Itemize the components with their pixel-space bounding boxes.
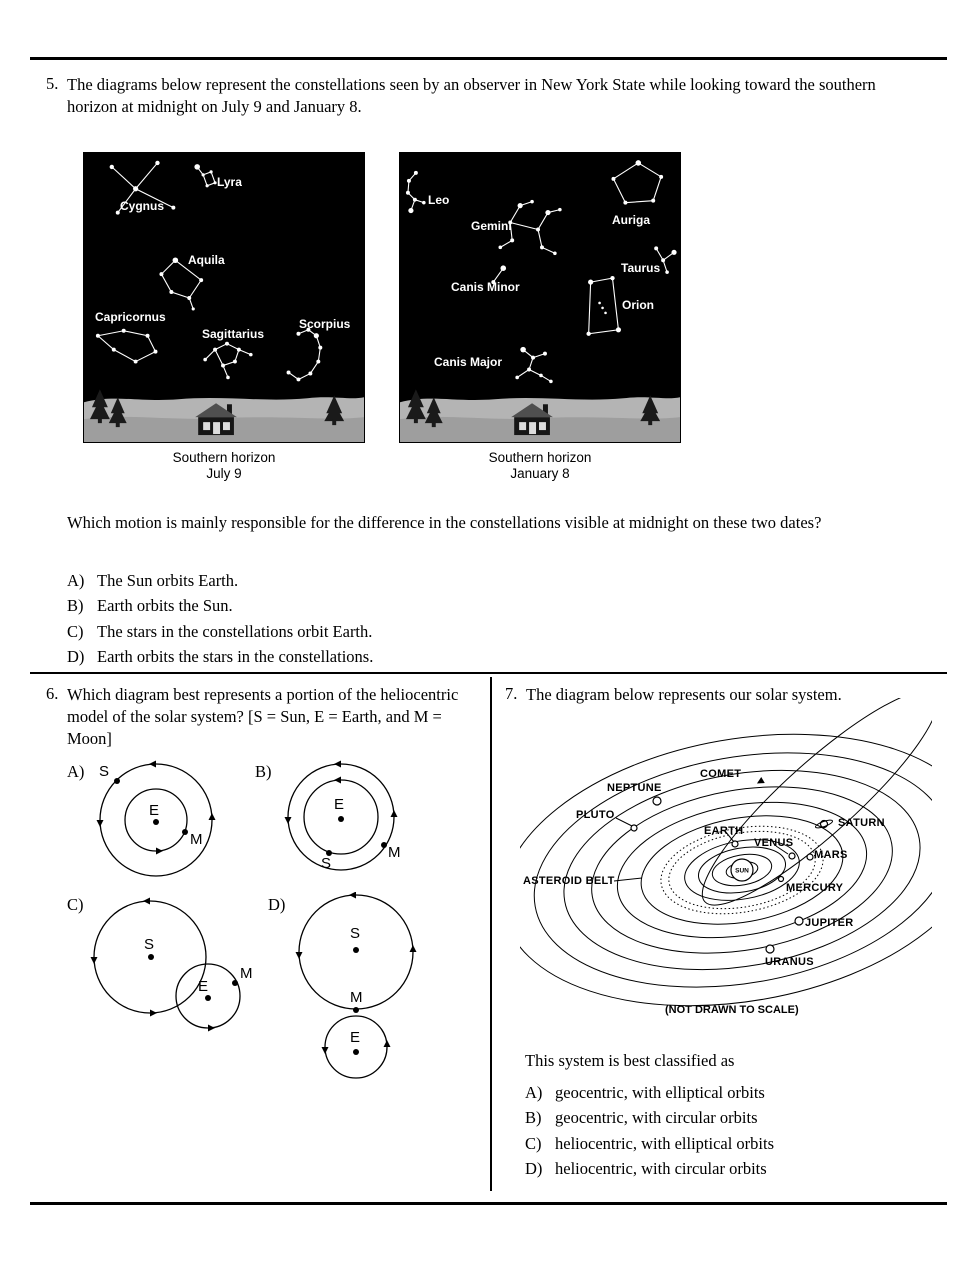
diagram-d-figure (290, 892, 424, 1084)
choice-letter: D) (67, 647, 85, 667)
constellation-panels (83, 152, 681, 482)
label-uranus: URANUS (765, 956, 814, 968)
choice-text: geocentric, with elliptical orbits (555, 1083, 765, 1102)
choice-letter: B) (525, 1108, 542, 1128)
choice-b (67, 595, 567, 617)
choice-letter: B) (67, 596, 84, 616)
question-5-number: 5. (46, 74, 59, 93)
question-5-stem: Which motion is mainly responsible for the difference in the constellations visible at midnight on these two dates? (67, 513, 822, 532)
constellation-label: Auriga (612, 213, 651, 227)
label-mars: MARS (814, 849, 848, 861)
constellation-label: Gemini (471, 219, 512, 233)
choice-d (67, 646, 567, 668)
constellation-label: Cygnus (120, 199, 165, 213)
sun-label: S (321, 855, 332, 872)
choice-letter: A) (67, 571, 85, 590)
constellation-label: Leo (428, 193, 450, 207)
label-jupiter: JUPITER (805, 917, 854, 929)
constellation-label: Scorpius (299, 317, 351, 331)
label-saturn: SATURN (838, 817, 885, 829)
question-7-text: The diagram below represents our solar system. (526, 685, 842, 704)
caption-line2: January 8 (510, 465, 570, 481)
sun-label: SUN (735, 867, 749, 875)
choice-text: Earth orbits the Sun. (97, 596, 233, 616)
choice-text: geocentric, with circular orbits (555, 1108, 758, 1128)
earth-label: E (334, 796, 345, 813)
question-5-choices (67, 570, 567, 671)
caption-line1: Southern horizon (172, 450, 276, 465)
panel-caption-july (83, 450, 365, 482)
constellation-label: Canis Major (434, 355, 503, 369)
constellation-label: Orion (622, 298, 654, 312)
choice-letter: C) (67, 621, 84, 641)
choice-d (525, 1158, 945, 1180)
sky-map-january (399, 152, 681, 443)
question-7-number: 7. (505, 684, 518, 703)
moon-label: M (350, 989, 363, 1006)
choice-c (67, 621, 567, 643)
constellation-label: Lyra (217, 175, 242, 189)
sun-label: S (350, 925, 361, 942)
moon-label: M (388, 844, 401, 861)
label-venus: VENUS (754, 837, 794, 849)
label-asteroid-belt: ASTEROID BELT (523, 875, 615, 887)
constellation-label: Aquila (188, 253, 225, 267)
sky-figure-july (84, 153, 364, 442)
constellation-panel-january (399, 152, 681, 482)
diagram-a-figure (90, 758, 224, 882)
choice-text: heliocentric, with elliptical orbits (555, 1133, 775, 1153)
choice-text: Earth orbits the stars in the constellations. (97, 647, 374, 667)
sky-map-july (83, 152, 365, 443)
choice-text: The stars in the constellations orbit Earth. (97, 621, 373, 641)
question-5-text: The diagrams below represent the constellations seen by an observer in New York State while looking toward the southern horizon at midnight on July 9 and January 8. (67, 75, 876, 116)
solar-system-diagram (520, 698, 932, 1024)
label-mercury: MERCURY (786, 882, 844, 894)
choice-text: heliocentric, with circular orbits (555, 1159, 767, 1179)
diagram-letter-b: B) (255, 762, 272, 781)
moon-label: M (190, 831, 203, 848)
choice-a (525, 1082, 945, 1104)
caption-line2: July 9 (206, 465, 242, 481)
top-rule (30, 57, 947, 60)
solar-system-figure (520, 698, 932, 1024)
question-6-text: Which diagram best represents a portion of the heliocentric model of the solar system? [S = Sun, E = Earth, and M = Moon] (67, 685, 459, 748)
label-pluto: PLUTO (576, 809, 615, 821)
diagram-b-figure (280, 760, 402, 876)
constellation-label: Taurus (621, 261, 661, 275)
choice-c (525, 1133, 945, 1155)
label-neptune: NEPTUNE (607, 782, 662, 794)
choice-letter: C) (525, 1133, 542, 1153)
choice-text: The Sun orbits Earth. (97, 571, 239, 590)
label-comet: COMET (700, 768, 742, 780)
sun-label: S (144, 936, 155, 953)
mid-rule (30, 672, 947, 674)
label-earth: EARTH (704, 825, 744, 837)
constellation-panel-july (83, 152, 365, 482)
question-7-stem: This system is best classified as (525, 1051, 735, 1070)
question-7-choices (525, 1082, 945, 1183)
sun-label: S (99, 763, 110, 780)
diagram-letter-a: A) (67, 762, 85, 781)
earth-label: E (198, 978, 209, 995)
question-6-number: 6. (46, 684, 59, 703)
constellation-label: Sagittarius (202, 327, 265, 341)
choice-letter: D) (525, 1159, 543, 1179)
earth-label: E (350, 1029, 361, 1046)
not-to-scale-note: (NOT DRAWN TO SCALE) (665, 1004, 799, 1016)
earth-label: E (149, 802, 160, 819)
choice-letter: A) (525, 1083, 543, 1102)
diagram-letter-c: C) (67, 895, 84, 914)
constellation-label: Canis Minor (451, 280, 520, 294)
ground-january (400, 389, 680, 442)
moon-label: M (240, 965, 253, 982)
ground-july (84, 389, 364, 442)
choice-b (525, 1107, 945, 1129)
diagram-letter-d: D) (268, 895, 286, 914)
choice-a (67, 570, 567, 592)
constellation-label: Capricornus (95, 310, 166, 324)
column-divider (490, 677, 492, 1191)
bottom-rule (30, 1202, 947, 1205)
question-6 (46, 684, 484, 749)
question-5 (46, 74, 898, 118)
caption-line1: Southern horizon (488, 450, 592, 465)
panel-caption-january (399, 450, 681, 482)
diagram-c-figure (90, 897, 258, 1035)
